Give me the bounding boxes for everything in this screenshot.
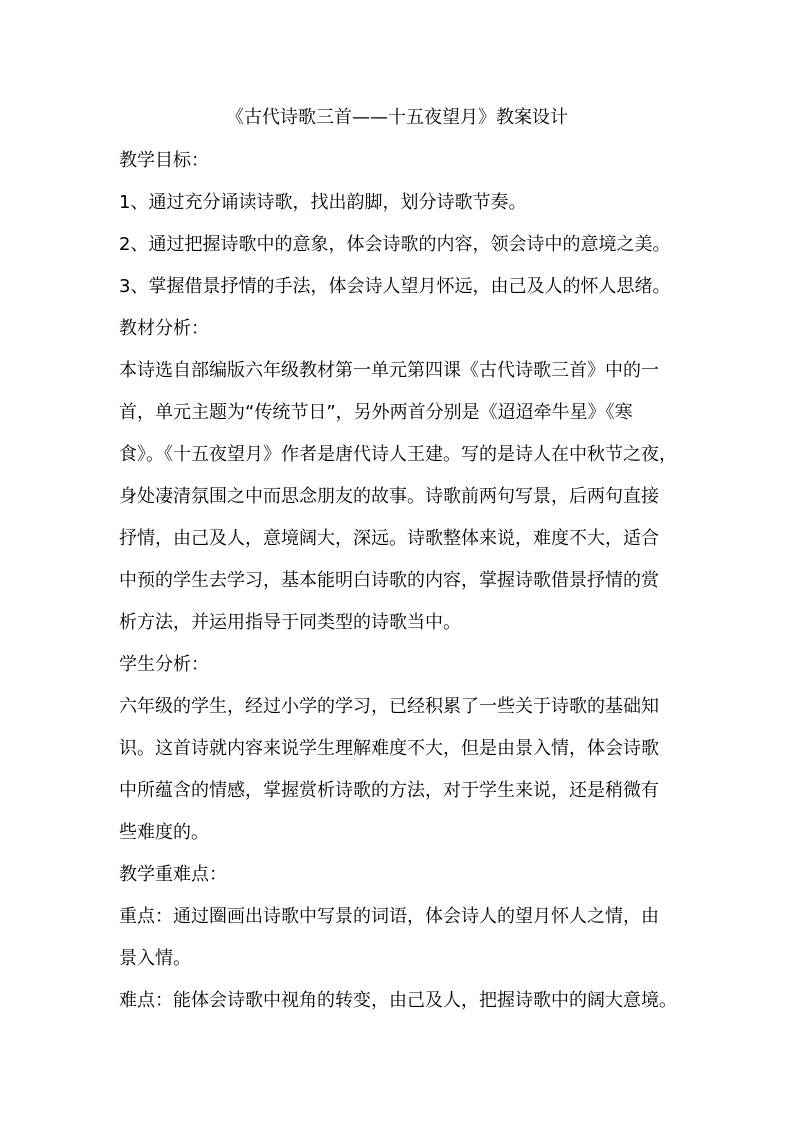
objective-item-1: 1、通过充分诵读诗歌，找出韵脚，划分诗歌节奏。 bbox=[119, 192, 527, 213]
materials-line: 抒情，由己及人，意境阔大，深远。诗歌整体来说，难度不大，适合 bbox=[119, 528, 659, 549]
objective-item-3: 3、掌握借景抒情的手法，体会诗人望月怀远，由己及人的怀人思绪。 bbox=[119, 276, 671, 297]
students-line: 识。这首诗就内容来说学生理解难度不大，但是由景入情，体会诗歌 bbox=[119, 738, 659, 759]
materials-line: 本诗选自部编版六年级教材第一单元第四课《古代诗歌三首》中的一 bbox=[119, 360, 659, 381]
document-title: 《古代诗歌三首——十五夜望月》教案设计 bbox=[226, 107, 568, 128]
objectives-heading: 教学目标： bbox=[119, 150, 209, 171]
materials-line: 首，单元主题为“传统节日”，另外两首分别是《迢迢牵牛星》《寒 bbox=[119, 402, 633, 423]
students-line: 些难度的。 bbox=[119, 822, 209, 843]
materials-line: 析方法，并运用指导于同类型的诗歌当中。 bbox=[119, 612, 461, 633]
materials-heading: 教材分析： bbox=[119, 318, 209, 339]
keypoints-line: 重点：通过圈画出诗歌中写景的词语，体会诗人的望月怀人之情，由 bbox=[119, 906, 659, 927]
materials-line: 食》。《十五夜望月》作者是唐代诗人王建。写的是诗人在中秋节之夜， bbox=[119, 444, 677, 465]
keypoints-line: 景入情。 bbox=[119, 948, 191, 969]
materials-line: 中预的学生去学习，基本能明白诗歌的内容，掌握诗歌借景抒情的赏 bbox=[119, 570, 659, 591]
students-heading: 学生分析： bbox=[119, 654, 209, 675]
keypoints-line: 难点：能体会诗歌中视角的转变，由己及人，把握诗歌中的阔大意境。 bbox=[119, 990, 677, 1011]
students-line: 六年级的学生，经过小学的学习，已经积累了一些关于诗歌的基础知 bbox=[119, 696, 659, 717]
keypoints-heading: 教学重难点： bbox=[119, 864, 227, 885]
students-line: 中所蕴含的情感，掌握赏析诗歌的方法，对于学生来说，还是稍微有 bbox=[119, 780, 659, 801]
materials-line: 身处凄清氛围之中而思念朋友的故事。诗歌前两句写景，后两句直接 bbox=[119, 486, 659, 507]
objective-item-2: 2、通过把握诗歌中的意象，体会诗歌的内容，领会诗中的意境之美。 bbox=[119, 234, 671, 255]
